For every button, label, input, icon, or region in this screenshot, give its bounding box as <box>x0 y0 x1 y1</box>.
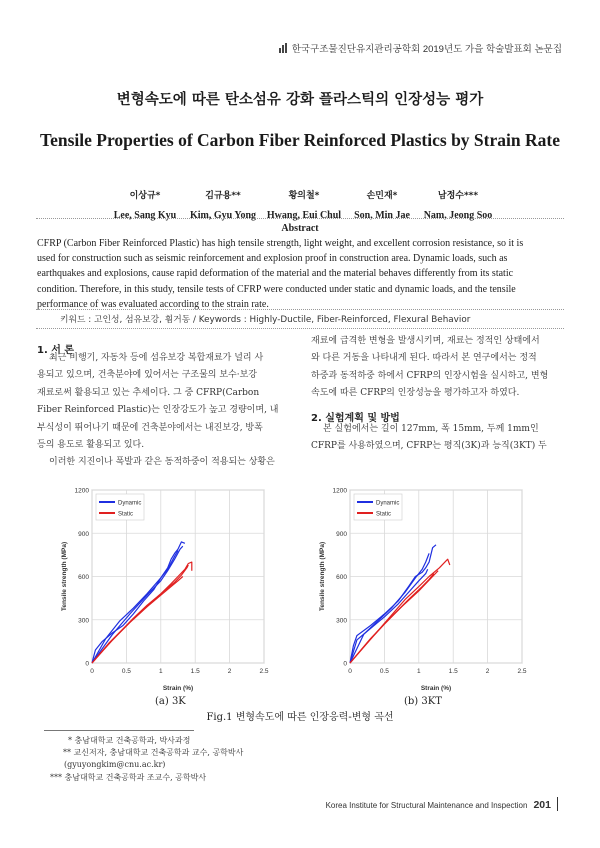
abstract-line: CFRP (Carbon Fiber Reinforced Plastic) has high tensile strength, light weight, and excellent corrosion resistance, so it is <box>37 238 524 249</box>
author-1-en: Lee, Sang Kyu <box>113 210 177 221</box>
y-tick-label: 600 <box>78 574 89 581</box>
x-tick-label: 0.5 <box>379 668 389 675</box>
divider-keywords <box>36 328 564 329</box>
body-line: 재료에 급격한 변형을 발생시키며, 재료는 정적인 상태에서 <box>311 336 540 346</box>
divider-abstract <box>36 309 564 310</box>
x-tick-label: 2 <box>485 668 490 675</box>
y-tick-label: 600 <box>336 574 347 581</box>
abstract-heading: Abstract <box>281 223 319 234</box>
y-tick-label: 900 <box>336 530 347 538</box>
x-axis-label: Strain (%) <box>420 685 452 692</box>
section-1-body <box>37 350 287 472</box>
x-tick-label: 1 <box>158 668 163 675</box>
subcaption-b: (b) 3KT <box>404 696 442 707</box>
author-1-ko: 이상규* <box>129 191 161 201</box>
legend-label-static: Static <box>376 511 392 518</box>
author-4-en: Son, Min Jae <box>354 210 410 221</box>
body-line: 등의 용도로 활용되고 있다. <box>37 440 145 451</box>
header-text: 한국구조물진단유지관리공학회 2019년도 가을 학술발표회 논문집 <box>291 44 562 55</box>
footer-text: Korea Institute for Structural Maintenance and Inspection <box>325 801 528 810</box>
section-1-heading: 1. 서 론 <box>37 345 75 356</box>
author-2-ko: 김규용** <box>205 191 241 201</box>
y-tick-label: 900 <box>78 530 89 538</box>
title-english: Tensile Properties of Carbon Fiber Reinforced Plastics by Strain Rate <box>40 130 560 150</box>
section-2-body <box>311 421 565 456</box>
y-tick-label: 300 <box>336 617 347 625</box>
body-line: 본 실험에서는 길이 127mm, 폭 15mm, 두께 1mm인 <box>323 424 539 434</box>
body-line: 속도에 따른 CFRP의 인장성능을 평가하고자 하였다. <box>311 388 520 399</box>
abstract-line: performance of was evaluated according to the strain rate. <box>37 298 269 310</box>
author-5-en: Nam, Jeong Soo <box>423 210 493 221</box>
abstract-line: condition. Therefore, in this study, tensile tests of CFRP were conducted under static and dynamic loads, and the tensile <box>37 283 516 295</box>
y-tick-label: 300 <box>78 617 89 625</box>
footnote-3: *** 충남대학교 건축공학과 조교수, 공학박사 <box>50 772 207 782</box>
footnote-rule <box>44 730 194 731</box>
footnotes <box>50 735 244 784</box>
author-4-ko: 손민재* <box>366 191 398 201</box>
author-3-ko: 황의철* <box>288 191 320 201</box>
x-tick-label: 0 <box>348 668 352 675</box>
footnote-2-email: (gyuyongkim@cnu.ac.kr) <box>64 760 166 770</box>
x-tick-label: 1 <box>416 668 421 675</box>
subcaption-a: (a) 3K <box>155 696 186 707</box>
x-tick-label: 0.5 <box>121 668 131 675</box>
body-line: 재료로써 활용되고 있는 추세이다. 그 중 CFRP(Carbon <box>37 387 260 398</box>
journal-logo-icon <box>279 43 289 53</box>
divider-top <box>36 218 564 219</box>
legend-label-dynamic: Dynamic <box>376 500 400 507</box>
body-line: 부식성이 뛰어나기 때문에 건축분야에서는 내진보강, 방폭 <box>37 422 263 433</box>
body-line: 이러한 지진이나 폭발과 같은 동적하중이 적용되는 상황은 <box>49 457 275 468</box>
x-tick-label: 2.5 <box>259 668 269 675</box>
y-tick-label: 1200 <box>332 487 347 495</box>
x-tick-label: 0 <box>90 668 94 675</box>
body-line: 와 다른 거동을 나타내게 된다. 따라서 본 연구에서는 정적 <box>311 353 537 364</box>
x-axis-label: Strain (%) <box>162 685 194 692</box>
y-tick-label: 0 <box>343 660 347 668</box>
page-footer <box>326 797 558 811</box>
y-axis-label: Tensile strength (MPa) <box>61 541 68 612</box>
abstract-body <box>37 236 564 312</box>
legend-label-dynamic: Dynamic <box>118 500 142 507</box>
footnote-1: * 충남대학교 건축공학과, 박사과정 <box>68 736 191 745</box>
y-tick-label: 1200 <box>74 487 89 495</box>
page-number: 201 <box>533 799 551 811</box>
author-5-ko: 남정수*** <box>437 191 479 201</box>
abstract-line: earthquakes and explosions, cause rapid deformation of the material and the material behaves differently from its static <box>37 268 514 280</box>
y-tick-label: 0 <box>85 660 89 668</box>
x-tick-label: 1.5 <box>190 668 200 675</box>
footer-bar <box>557 797 558 811</box>
section-1-continued <box>311 333 565 403</box>
chart-3kt <box>316 482 528 696</box>
footnote-2: ** 교신저자, 충남대학교 건축공학과 교수, 공학박사 <box>63 748 244 758</box>
author-2-en: Kim, Gyu Yong <box>189 210 257 221</box>
x-tick-label: 2.5 <box>517 668 527 675</box>
conference-header <box>279 41 562 55</box>
x-tick-label: 2 <box>227 668 232 675</box>
legend-label-static: Static <box>118 511 134 518</box>
body-line: 최근 비행기, 자동차 등에 섬유보강 복합재료가 널리 사 <box>49 353 264 363</box>
chart-3k <box>58 482 270 696</box>
body-line: CFRP를 사용하였으며, CFRP는 평직(3K)과 능직(3KT) 두 <box>311 441 547 452</box>
x-tick-label: 1.5 <box>448 668 458 675</box>
body-line: Fiber Reinforced Plastic)는 인장강도가 높고 경량이며, 내 <box>37 405 279 416</box>
section-2-heading: 2. 실험계획 및 방법 <box>311 413 400 424</box>
author-5 <box>403 188 513 221</box>
title-korean: 변형속도에 따른 탄소섬유 강화 플라스틱의 인장성능 평가 <box>116 92 484 108</box>
keywords: 키워드 : 고인성, 섬유보강, 휨거동 / Keywords : Highly-Ductile, Fiber-Reinforced, Flexural Behavior <box>60 315 471 325</box>
y-axis-label: Tensile strength (MPa) <box>319 541 326 612</box>
body-line: 하중과 동적하중 하에서 CFRP의 인장시험을 실시하고, 변형 <box>311 370 549 381</box>
figure-caption: Fig.1 변형속도에 따른 인장응력-변형 곡선 <box>206 712 394 723</box>
abstract-line: used for construction such as seismic reinforcement and explosion proof in construction area. Dynamic loads, such as <box>37 253 508 265</box>
body-line: 용되고 있으며, 건축분야에 있어서는 구조물의 보수·보강 <box>37 370 257 381</box>
author-3-en: Hwang, Eui Chul <box>266 210 342 221</box>
